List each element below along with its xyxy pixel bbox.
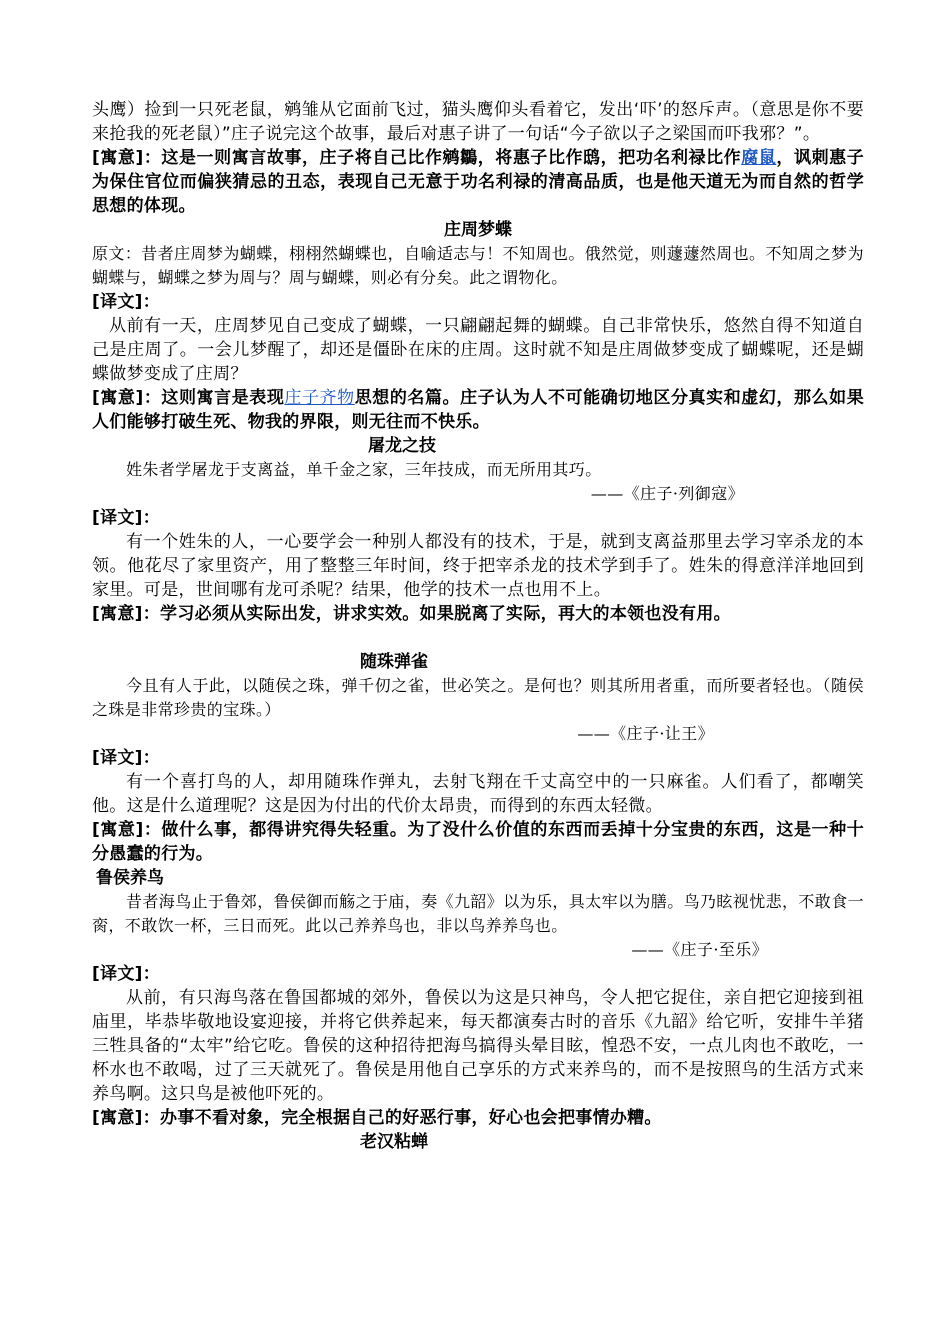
moral-text: 这则寓言是表现 [161,388,285,408]
source-citation: ——《庄子·至乐》 [631,940,768,959]
section-title: 鲁侯养鸟 [96,868,164,888]
moral-label: [寓意]： [92,148,162,168]
original-text: 昔者海鸟止于鲁郊，鲁侯御而觞之于庙，奏《九韶》以为乐，具太牢以为膳。鸟乃眩视忧悲，不敢食一脔，不敢饮一杯，三日而死。此以己养养鸟也，非以鸟养养鸟也。 [92,892,865,935]
section-title: 屠龙之技 [368,436,436,456]
moral-text: 思想的名篇。庄子认为人不可能确切地区分真实和虚幻，那么如果人们能够打破生死、物我的界限，则无往而不快乐。 [92,388,864,432]
original-text: 原文：昔者庄周梦为蝴蝶，栩栩然蝴蝶也，自喻适志与！不知周也。俄然觉，则蘧蘧然周也。不知周之梦为蝴蝶与，蝴蝶之梦为周与？周与蝴蝶，则必有分矣。此之谓物化。 [92,244,864,287]
moral-paragraph [92,146,864,218]
document-page [92,98,864,1154]
source-citation: ——《庄子·列御寇》 [590,484,744,503]
translation-label: [译文]： [92,964,161,984]
translation-label: [译文]： [92,508,161,528]
moral-paragraph: [寓意]：办事不看对象，完全根据自己的好恶行事，好心也会把事情办糟。 [92,1108,662,1128]
zhuangzi-qiwu-link[interactable]: 庄子齐物 [284,388,355,408]
translation-label: [译文]： [92,748,161,768]
translation-text: 从前有一天，庄周梦见自己变成了蝴蝶，一只翩翩起舞的蝴蝶。自己非常快乐，悠然自得不知道自己是庄周了。一会儿梦醒了，却还是僵卧在床的庄周。这时就不知是庄周做梦变成了蝴蝶呢，还是蝴蝶做梦变成了庄周？ [92,316,864,384]
moral-paragraph: [寓意]：做什么事，都得讲究得失轻重。为了没什么价值的东西而丢掉十分宝贵的东西，这是一种十分愚蠢的行为。 [92,820,864,864]
section-title: 老汉粘蝉 [360,1132,428,1152]
section-title: 随珠弹雀 [360,652,428,672]
original-text: 今且有人于此，以随侯之珠，弹千仞之雀，世必笑之。是何也？则其所用者重，而所要者轻也。（随侯之珠是非常珍贵的宝珠。） [92,676,864,719]
source-citation: ——《庄子·让王》 [577,724,714,743]
section-title: 庄周梦蝶 [444,220,512,240]
translation-text: 从前，有只海鸟落在鲁国都城的郊外，鲁侯以为这是只神鸟，令人把它捉住，亲自把它迎接到祖庙里，毕恭毕敬地设宴迎接，并将它供养起来，每天都演奏古时的音乐《九韶》给它听，安排牛羊猪三牲具备的“太牢”给它吃。鲁侯的这种招待把海鸟搞得头晕目眩，惶恐不安，一点儿肉也不敢吃，一杯水也不敢喝，过了三天就死了。鲁侯是用他自己享乐的方式来养鸟的，而不是按照鸟的生活方式来养鸟啊。这只鸟是被他吓死的。 [92,988,864,1104]
original-text: 姓朱者学屠龙于支离益，单千金之家，三年技成，而无所用其巧。 [126,460,602,479]
translation-text: 有一个喜打鸟的人，却用随珠作弹丸，去射飞翔在千丈高空中的一只麻雀。人们看了，都嘲笑他。这是什么道理呢？这是因为付出的代价太昂贵，而得到的东西太轻微。 [92,772,864,816]
moral-text: ，讽刺惠子为保住官位而偏狭猜忌的丑态，表现自己无意于功名利禄的清高品质，也是他天道无为而自然的哲学思想的体现。 [92,148,865,216]
moral-label: [寓意]： [92,388,162,408]
translation-label: [译文]： [92,292,161,312]
moral-paragraph: [寓意]：学习必须从实际出发，讲求实效。如果脱离了实际，再大的本领也没有用。 [92,604,731,624]
moral-text: 这是一则寓言故事，庄子将自己比作鹓鶵，将惠子比作鸱，把功名利禄比作 [161,148,742,168]
story-paragraph: 头鹰）捡到一只死老鼠，鹓雏从它面前飞过，猫头鹰仰头看着它，发出‘吓’的怒斥声。（意思是你不要来抢我的死老鼠）”庄子说完这个故事，最后对惠子讲了一句话“今子欲以子之梁国而吓我邪？”。 [92,100,864,144]
fushu-link[interactable]: 腐鼠 [741,148,777,168]
translation-text: 有一个姓朱的人，一心要学会一种别人都没有的技术，于是，就到支离益那里去学习宰杀龙的本领。他花尽了家里资产，用了整整三年时间，终于把宰杀龙的技术学到手了。姓朱的得意洋洋地回到家里。可是，世间哪有龙可杀呢？结果，他学的技术一点也用不上。 [92,532,864,600]
moral-paragraph [92,386,864,434]
